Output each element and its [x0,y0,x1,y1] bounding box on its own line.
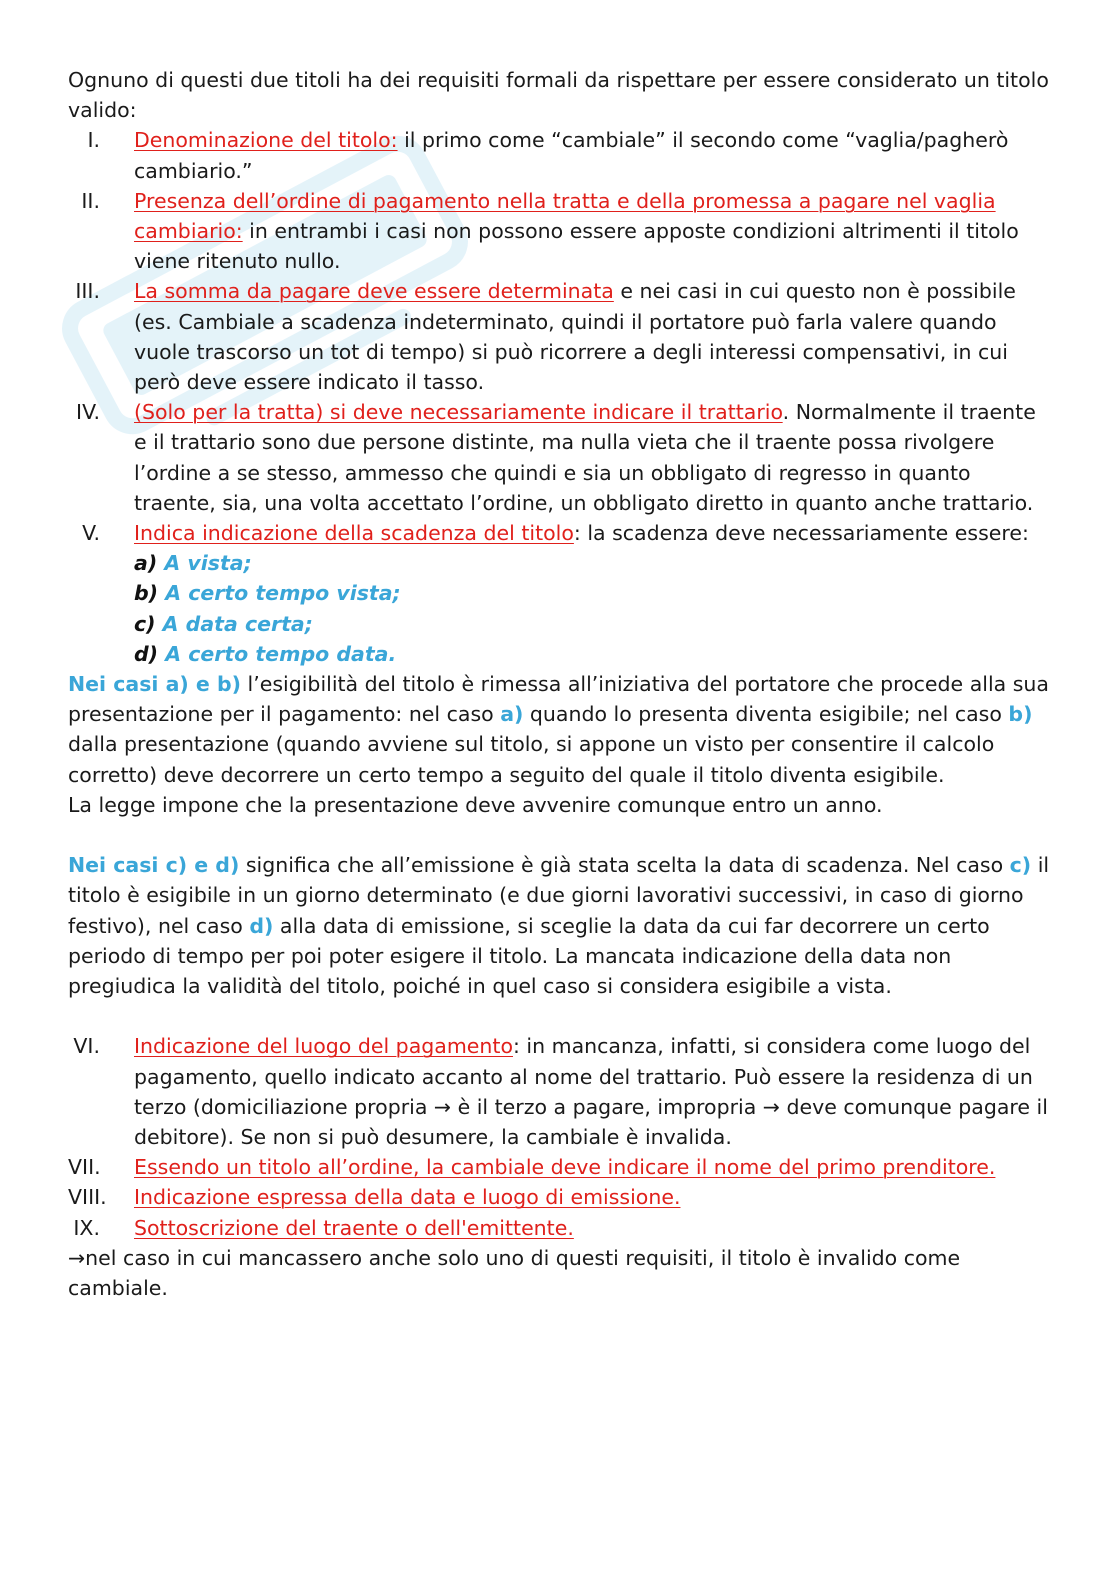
paragraph-text: l’esigibilità del titolo è rimessa all’iniziativa del portatore che procede alla sua presentazione per il pagamento: nel caso [68,672,1049,727]
sub-item-c [68,609,1053,639]
item-numeral: IV. [76,400,100,425]
requirement-item-5 [68,518,1053,548]
item-heading: Denominazione del titolo: [134,128,398,153]
requirement-item-9 [68,1213,1053,1243]
item-heading: Presenza dell’ordine di pagamento nella tratta e della promessa a pagare nel vaglia cambiario: [134,188,996,244]
spacer [68,820,1053,850]
item-text: in entrambi i casi non possono essere apposte condizioni altrimenti il titolo viene ritenuto nullo. [134,219,1019,274]
item-numeral: VIII. [68,1185,107,1210]
item-numeral: III. [75,279,100,304]
requirement-item-4 [68,397,1053,518]
sub-item-letter: d) [134,641,159,666]
sub-item-letter: b) [134,581,159,606]
sub-item-b [68,578,1053,608]
requirement-item-1 [68,125,1053,185]
item-numeral: I. [87,128,100,153]
requirement-item-3 [68,276,1053,397]
paragraph-cases-ab [68,669,1053,790]
item-text: : la scadenza deve necessariamente essere: [573,521,1029,546]
requirement-item-8 [68,1182,1053,1212]
sub-item-d [68,639,1053,669]
item-heading: La somma da pagare deve essere determinata [134,279,614,304]
item-text: . Normalmente il traente e il trattario sono due persone distinte, ma nulla vieta che il traente possa rivolgere l’ordine a se stesso, ammesso che quindi e sia un obbligato di regresso in quanto traente, sia, una volta accettato l’ordine, un obbligato diretto in quanto anche trattario. [134,400,1036,515]
item-heading: Essendo un titolo all’ordine, la cambiale deve indicare il nome del primo prenditore. [134,1155,996,1180]
sub-item-text: A certo tempo data. [165,641,397,666]
paragraph-text: significa che all’emissione è già stata scelta la data di scadenza. Nel caso [239,853,1010,878]
paragraph-text: dalla presentazione (quando avviene sul titolo, si appone un visto per consentire il calcolo corretto) deve decorrere un certo tempo a seguito del quale il titolo diventa esigibile. [68,732,995,787]
requirement-item-2 [68,186,1053,277]
paragraph-cases-cd [68,850,1053,1001]
item-heading: Indicazione espressa della data e luogo di emissione. [134,1185,681,1210]
item-numeral: VI. [73,1034,100,1059]
item-text: il primo come “cambiale” il secondo come “vaglia/pagherò cambiario.” [134,128,1009,183]
requirement-item-6 [68,1031,1053,1152]
document-page [68,65,1053,1303]
conclusion-paragraph: →nel caso in cui mancassero anche solo uno di questi requisiti, il titolo è invalido come cambiale. [68,1245,961,1301]
law-line: La legge impone che la presentazione deve avvenire comunque entro un anno. [68,792,883,817]
item-heading: (Solo per la tratta) si deve necessariamente indicare il trattario [134,400,783,425]
paragraph-text: il titolo è esigibile in un giorno determinato (e due giorni lavorativi successivi, in caso di giorno festivo), nel caso [68,853,1050,938]
highlight-lead: Nei casi a) e b) [68,672,241,697]
requirement-item-7 [68,1152,1053,1182]
item-heading: Indica indicazione della scadenza del titolo [134,521,574,546]
item-text: : in mancanza, infatti, si considera come luogo del pagamento, quello indicato accanto al nome del trattario. Può essere la residenza di un terzo (domiciliazione propria → è il terzo a pagare, impropria → deve comunque pagare il debitore). Se non si può desumere, la cambiale è invalida. [134,1034,1048,1150]
paragraph-text: quando lo presenta diventa esigibile; nel caso [523,702,1009,727]
highlight-letter: c) [1009,853,1032,878]
highlight-letter: d) [249,913,274,938]
item-heading: Sottoscrizione del traente o dell'emittente. [134,1215,574,1240]
sub-item-text: A vista; [164,551,252,576]
highlight-letter: b) [1008,702,1033,727]
item-numeral: IX. [73,1215,100,1240]
spacer [68,1001,1053,1031]
sub-item-letter: a) [134,551,158,576]
sub-item-text: A certo tempo vista; [165,581,401,606]
intro-paragraph: Ognuno di questi due titoli ha dei requisiti formali da rispettare per essere considerato un titolo valido: [68,68,1049,123]
paragraph-text: alla data di emissione, si sceglie la data da cui far decorrere un certo periodo di tempo per poi poter esigere il titolo. La mancata indicazione della data non pregiudica la validità del titolo, poiché in quel caso si considera esigibile a vista. [68,913,990,999]
item-numeral: VII. [68,1155,101,1180]
item-numeral: II. [81,188,100,213]
item-numeral: V. [82,521,100,546]
item-text: e nei casi in cui questo non è possibile (es. Cambiale a scadenza indeterminato, quindi il portatore può farla valere quando vuole trascorso un tot di tempo) si può ricorrere a degli interessi compensativi, in cui però deve essere indicato il tasso. [134,279,1016,395]
item-heading: Indicazione del luogo del pagamento [134,1034,513,1059]
sub-item-a [68,548,1053,578]
highlight-letter: a) [500,702,524,727]
highlight-lead: Nei casi c) e d) [68,853,240,878]
sub-item-text: A data certa; [162,611,313,636]
sub-item-letter: c) [134,611,156,636]
